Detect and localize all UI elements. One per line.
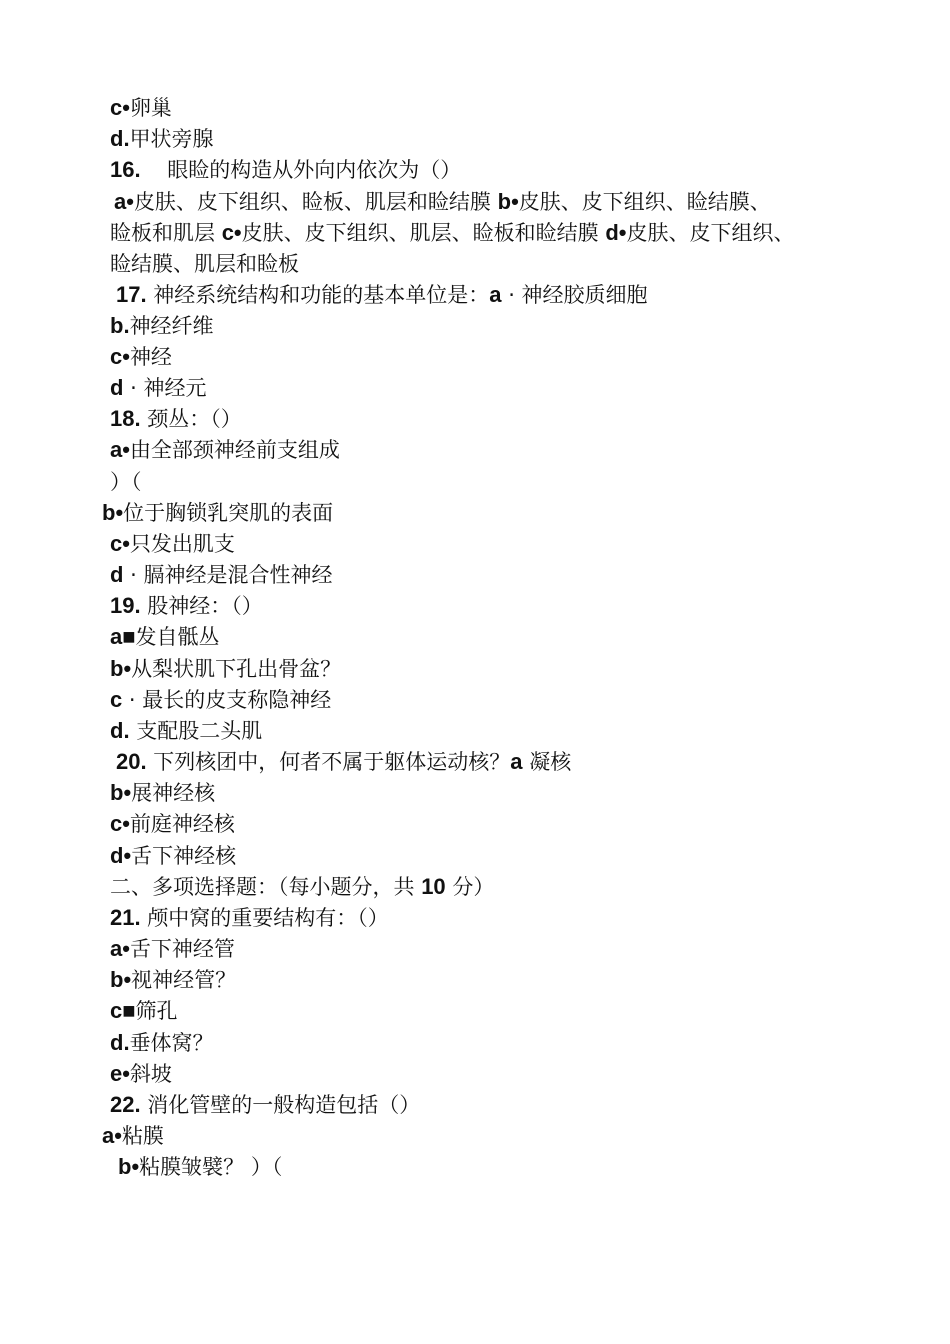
option-line [110,561,332,589]
option-line [110,717,262,745]
question-number: 19. [110,593,141,618]
option-marker: c• [110,531,130,556]
option-line [114,188,771,216]
option-text: · 最长的皮支称隐神经 [122,688,332,712]
option-line [110,779,215,807]
option-marker: c• [110,344,130,369]
option-line [110,966,236,994]
option-text: 粘膜皱襞？ ）（ [139,1155,283,1179]
option-marker: a [510,749,523,774]
option-line [110,623,220,651]
question-number: 16. [110,157,141,182]
option-line [110,436,340,464]
option-text: 舌下神经核 [131,844,237,868]
option-line [110,655,341,683]
question-line [110,904,389,932]
option-line [110,935,235,963]
option-text: 视神经管？ [131,968,237,992]
question-number: 17. [116,282,147,307]
option-line [110,810,235,838]
option-text: 位于胸锁乳突肌的表面 [123,501,334,525]
option-text: 皮肤、皮下组织、睑板、肌层和睑结膜 [133,190,498,214]
option-text: 睑板和肌层 [110,221,222,245]
option-text: · 膈神经是混合性神经 [123,563,333,587]
option-marker: b• [110,780,132,805]
option-marker: b. [110,313,130,338]
question-number: 21. [110,905,141,930]
option-text: 支配股二头肌 [129,719,263,743]
option-text: 神经纤维 [129,314,214,338]
option-marker: b• [118,1154,140,1179]
section-text-end: 分） [445,875,495,899]
option-text: 舌下神经管 [129,937,235,961]
option-text: 卵巢 [129,96,172,120]
option-line [102,499,333,527]
option-text: 皮肤、皮下组织、 [626,221,795,245]
option-line [118,1153,282,1181]
option-text: ）（ [110,470,142,494]
option-line [110,686,331,714]
option-text: 粘膜 [121,1124,164,1148]
stray-text-line [110,468,142,496]
option-marker: c• [221,220,242,245]
option-text: 从梨状肌下孔出骨盆？ [131,657,342,681]
option-text: 神经 [129,345,172,369]
question-number: 22. [110,1092,141,1117]
option-line [110,1029,214,1057]
option-line [110,1060,172,1088]
option-text: 皮肤、皮下组织、肌层、睑板和睑结膜 [241,221,606,245]
option-marker: d [110,375,124,400]
option-marker: c [110,687,123,712]
option-text: 皮肤、皮下组织、睑结膜、 [518,190,771,214]
option-line [110,250,299,278]
option-line [110,842,236,870]
option-text: 只发出肌支 [129,532,235,556]
option-line [110,343,172,371]
option-text: · 神经元 [123,376,207,400]
option-line [102,1122,164,1150]
option-text: 前庭神经核 [129,812,235,836]
option-text: 睑结膜、肌层和睑板 [110,252,299,276]
question-line [110,592,263,620]
option-line [110,312,214,340]
question-line [110,156,461,184]
question-line [110,405,242,433]
option-marker: a■ [110,624,136,649]
option-marker: b• [110,967,132,992]
question-text: 股神经：（） [140,594,263,618]
option-text: 凝核 [522,750,572,774]
option-marker: a [489,282,502,307]
option-marker: d. [110,1030,130,1055]
option-marker: a• [102,1123,122,1148]
option-text: 发自骶丛 [135,625,220,649]
option-marker: d• [110,843,132,868]
question-text: 消化管壁的一般构造包括（） [140,1093,421,1117]
question-number: 20. [116,749,147,774]
question-text: 眼睑的构造从外向内依次为（） [140,158,462,182]
question-text: 颈丛：（） [140,407,242,431]
option-marker: b• [102,500,124,525]
question-text: 下列核团中，何者不属于躯体运动核？ [146,750,511,774]
question-line [110,1091,420,1119]
option-marker: d. [110,126,130,151]
option-text: 斜坡 [129,1062,172,1086]
option-marker: a• [110,936,130,961]
option-line [110,374,206,402]
question-line [116,281,648,309]
option-line [110,125,214,153]
option-line [110,94,172,122]
option-marker: e• [110,1061,130,1086]
option-marker: a• [114,189,134,214]
option-line [110,219,794,247]
option-marker: c• [110,95,130,120]
option-line [110,997,178,1025]
option-text: · 神经胶质细胞 [501,283,648,307]
option-text: 甲状旁腺 [129,127,214,151]
question-text: 颅中窝的重要结构有：（） [140,906,389,930]
option-marker: d• [605,220,627,245]
option-marker: d [110,562,124,587]
option-marker: b• [497,189,519,214]
option-text: 由全部颈神经前支组成 [129,438,340,462]
option-line [110,530,235,558]
option-marker: c• [110,811,130,836]
option-text: 垂体窝？ [129,1031,214,1055]
question-text: 神经系统结构和功能的基本单位是： [146,283,490,307]
option-marker: a• [110,437,130,462]
section-score: 10 [421,874,446,899]
question-number: 18. [110,406,141,431]
section-heading [110,873,494,901]
option-text: 展神经核 [131,781,216,805]
option-marker: c■ [110,998,136,1023]
option-text: 筛孔 [135,999,178,1023]
question-line [116,748,571,776]
option-marker: d. [110,718,130,743]
option-marker: b• [110,656,132,681]
section-text: 二、多项选择题：（每小题分，共 [110,875,422,899]
